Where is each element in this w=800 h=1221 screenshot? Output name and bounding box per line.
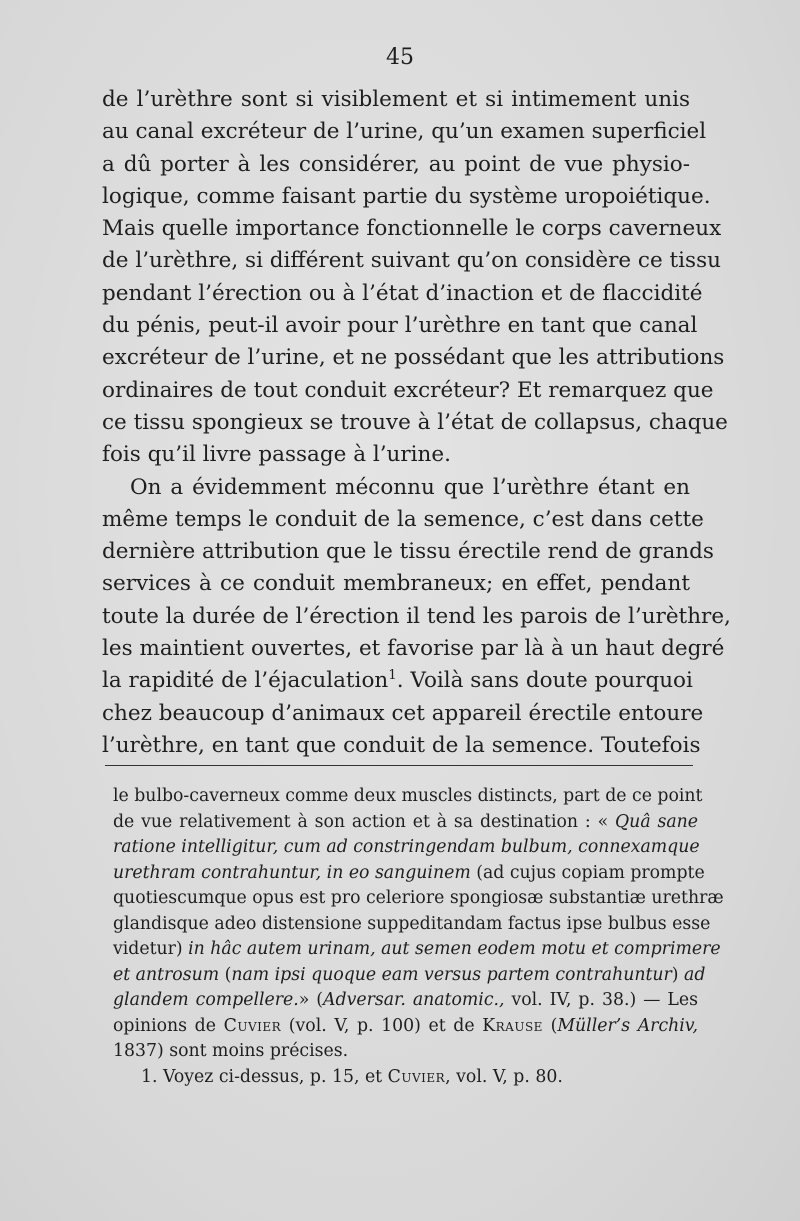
note-italic: ratione intelligitur, cum ad constringendam bulbum, connexamque bbox=[113, 837, 700, 857]
note-text: (vol. V, p. 100) et de bbox=[281, 1015, 483, 1036]
note-line: 1837) sont moins précises. bbox=[113, 1041, 349, 1061]
note-italic: Adversar. anatomic., bbox=[323, 990, 505, 1010]
note-text: vol. IV, p. 38.) — Les bbox=[504, 990, 699, 1010]
note-text: opinions de bbox=[113, 1015, 224, 1036]
text-line: toute la durée de l’érection il tend les parois de l’urèthre, bbox=[102, 603, 731, 629]
footnotes bbox=[113, 784, 724, 1090]
note-line: le bulbo-caverneux comme deux muscles distincts, part de ce point bbox=[113, 786, 703, 806]
note-text: de vue relativement à son action et à sa destination : « bbox=[113, 811, 609, 832]
text-line: pendant l’érection ou à l’état d’inaction et de flaccidité bbox=[102, 280, 703, 306]
note-line bbox=[113, 810, 698, 836]
text-segment: . Voilà sans doute pourquoi bbox=[396, 668, 693, 694]
note-text: ( bbox=[219, 964, 232, 985]
text-line: fois qu’il livre passage à l’urine. bbox=[102, 442, 451, 468]
note-italic: nam ipsi quoque eam versus partem contrahuntur bbox=[231, 964, 672, 985]
text-line: logique, comme faisant partie du système uropoiétique. bbox=[102, 183, 711, 209]
note-line bbox=[113, 963, 706, 989]
note-text: , vol. V, p. 80. bbox=[445, 1066, 563, 1087]
note-italic: ad bbox=[684, 964, 706, 985]
text-line: l’urèthre, en tant que conduit de la semence. Toutefois bbox=[102, 732, 701, 758]
text-line: excréteur de l’urine, et ne possédant que les attributions bbox=[102, 345, 725, 371]
text-line: de l’urèthre, si différent suivant qu’on considère ce tissu bbox=[102, 248, 721, 274]
text-line: du pénis, peut-il avoir pour l’urèthre en tant que canal bbox=[102, 313, 698, 339]
text-line: chez beaucoup d’animaux cet appareil érectile entoure bbox=[102, 700, 704, 726]
text-line bbox=[102, 665, 693, 697]
text-line: Mais quelle importance fonctionnelle le corps caverneux bbox=[102, 216, 722, 242]
note-line: quotiescumque opus est pro celeriore spongiosæ substantiæ urethræ bbox=[113, 888, 724, 908]
text-line: les maintient ouvertes, et favorise par là à un haut degré bbox=[102, 636, 725, 662]
text-segment: la rapidité de l’éjaculation bbox=[102, 668, 389, 694]
text-line: dernière attribution que le tissu érectile rend de grands bbox=[102, 539, 714, 565]
footnote-marker: 1 bbox=[388, 668, 397, 684]
text-line: services à ce conduit membraneux; en effet, pendant bbox=[102, 571, 690, 597]
author-name: Krause bbox=[482, 1015, 543, 1036]
note-text: » ( bbox=[298, 990, 324, 1010]
note-text: ) bbox=[671, 964, 685, 985]
note-text: 1. Voyez ci-dessus, p. 15, et bbox=[141, 1066, 388, 1087]
note-italic: Quâ sane bbox=[615, 811, 699, 832]
note-line bbox=[113, 861, 705, 887]
text-line: a dû porter à les considérer, au point de vue physio- bbox=[102, 151, 690, 177]
text-line: ce tissu spongieux se trouve à l’état de collapsus, chaque bbox=[102, 409, 728, 435]
note-text: (ad cujus copiam prompte bbox=[470, 862, 705, 883]
note-italic: urethram contrahuntur, in eo sanguinem bbox=[113, 862, 471, 883]
note-italic: Müller’s Archiv, bbox=[557, 1015, 698, 1036]
page-number: 45 bbox=[386, 45, 414, 70]
note-text: ( bbox=[542, 1015, 558, 1036]
text-line: au canal excréteur de l’urine, qu’un examen superficiel bbox=[102, 119, 707, 145]
text-line: de l’urèthre sont si visiblement et si intimement unis bbox=[102, 87, 690, 112]
note-text: videtur) bbox=[113, 939, 189, 959]
footnote-1 bbox=[113, 1065, 698, 1091]
footnote-divider bbox=[105, 765, 693, 766]
text-line: On a évidemment méconnu que l’urèthre étant en bbox=[130, 474, 690, 500]
text-line: ordinaires de tout conduit excréteur? Et remarquez que bbox=[102, 377, 714, 403]
note-line bbox=[113, 1014, 698, 1040]
note-italic: et antrosum bbox=[113, 964, 220, 985]
note-italic: glandem compellere. bbox=[113, 990, 299, 1010]
note-italic: in hâc autem urinam, aut semen eodem motu et comprimere bbox=[188, 939, 721, 959]
note-line bbox=[113, 835, 698, 861]
body-text bbox=[102, 84, 731, 762]
author-name: Cuvier bbox=[223, 1015, 282, 1036]
note-line: glandisque adeo distensione suppeditandam factus ipse bulbus esse bbox=[113, 913, 711, 934]
note-line bbox=[113, 937, 721, 963]
text-line: même temps le conduit de la semence, c’est dans cette bbox=[102, 506, 704, 532]
note-line bbox=[113, 988, 698, 1014]
author-name: Cuvier bbox=[387, 1066, 446, 1087]
